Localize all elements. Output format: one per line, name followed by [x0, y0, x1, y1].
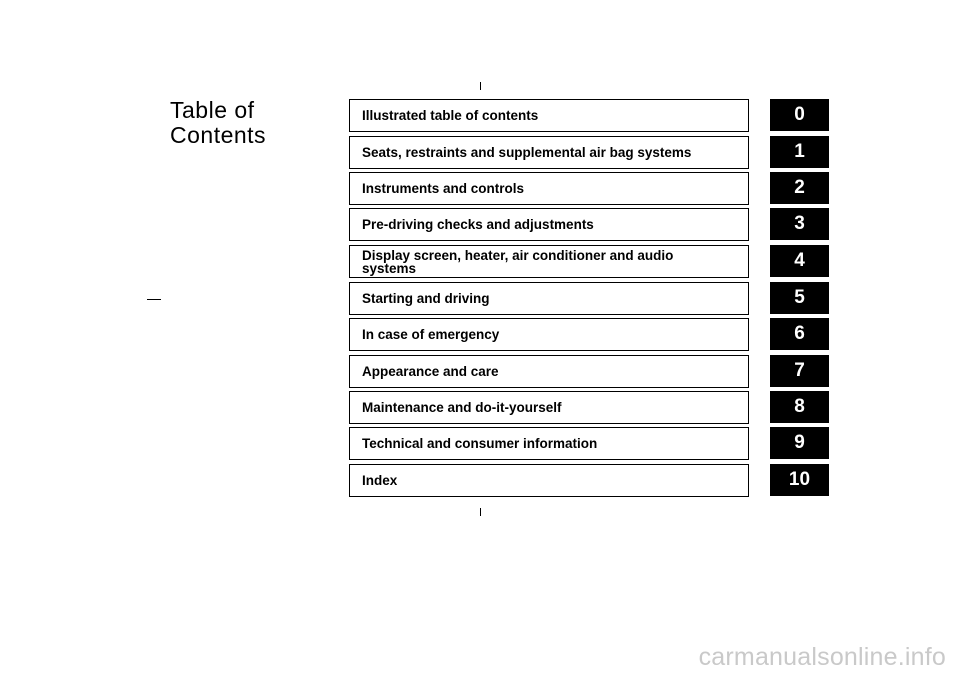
crop-mark-bottom [480, 508, 481, 516]
toc-entry-box[interactable] [349, 245, 749, 278]
toc-entry-index[interactable] [349, 464, 831, 497]
toc-entry-appearance-care[interactable] [349, 355, 831, 388]
toc-entry-label[interactable]: Appearance and care [362, 364, 499, 379]
toc-entry-starting-driving[interactable] [349, 282, 831, 315]
toc-entry-label[interactable]: Illustrated table of contents [362, 108, 539, 123]
chapter-tab-0[interactable]: 0 [770, 99, 829, 131]
toc-entry-illustrated-contents[interactable] [349, 99, 831, 132]
chapter-tab-6[interactable]: 6 [770, 318, 829, 350]
page-title [170, 98, 266, 148]
toc-entry-box[interactable] [349, 464, 749, 497]
toc-entry-label[interactable]: Instruments and controls [362, 181, 525, 196]
toc-entry-maintenance[interactable] [349, 391, 831, 424]
watermark-text: carmanualsonline.info [698, 643, 946, 671]
chapter-tab-8[interactable]: 8 [770, 391, 829, 423]
toc-entry-technical-consumer[interactable] [349, 427, 831, 460]
toc-entry-label[interactable]: Index [362, 473, 398, 488]
toc-entry-label[interactable]: Technical and consumer information [362, 436, 598, 451]
chapter-tab-2[interactable]: 2 [770, 172, 829, 204]
toc-entry-box[interactable] [349, 427, 749, 460]
chapter-tab-4[interactable]: 4 [770, 245, 829, 277]
toc-entry-pre-driving[interactable] [349, 208, 831, 241]
chapter-tab-3[interactable]: 3 [770, 208, 829, 240]
toc-entry-box[interactable] [349, 318, 749, 351]
toc-entry-label[interactable]: In case of emergency [362, 327, 500, 342]
toc-entry-box[interactable] [349, 391, 749, 424]
toc-entry-label[interactable]: Pre-driving checks and adjustments [362, 217, 594, 232]
toc-entry-label[interactable]: Starting and driving [362, 291, 490, 306]
crop-mark-left [147, 299, 161, 300]
toc-entry-box[interactable] [349, 136, 749, 169]
page-title-line-1: Table of [170, 97, 255, 123]
toc-entry-label[interactable]: Maintenance and do-it-yourself [362, 400, 562, 415]
crop-mark-top [480, 82, 481, 90]
toc-entry-box[interactable] [349, 172, 749, 205]
page-title-line-2: Contents [170, 122, 267, 148]
toc-entry-box[interactable] [349, 282, 749, 315]
toc-entry-emergency[interactable] [349, 318, 831, 351]
chapter-tab-5[interactable]: 5 [770, 282, 829, 314]
toc-entry-seats-restraints[interactable] [349, 136, 831, 169]
toc-entry-box[interactable] [349, 99, 749, 132]
toc-entry-label[interactable]: Display screen, heater, air conditioner and audio systems [362, 248, 674, 276]
toc-entry-display-heater-audio[interactable] [349, 245, 831, 278]
chapter-tab-10[interactable]: 10 [770, 464, 829, 496]
toc-entry-box[interactable] [349, 208, 749, 241]
toc-entry-label[interactable]: Seats, restraints and supplemental air bag systems [362, 145, 692, 160]
toc-entry-box[interactable] [349, 355, 749, 388]
chapter-tab-7[interactable]: 7 [770, 355, 829, 387]
toc-entry-instruments-controls[interactable] [349, 172, 831, 205]
chapter-tab-1[interactable]: 1 [770, 136, 829, 168]
chapter-tab-9[interactable]: 9 [770, 427, 829, 459]
